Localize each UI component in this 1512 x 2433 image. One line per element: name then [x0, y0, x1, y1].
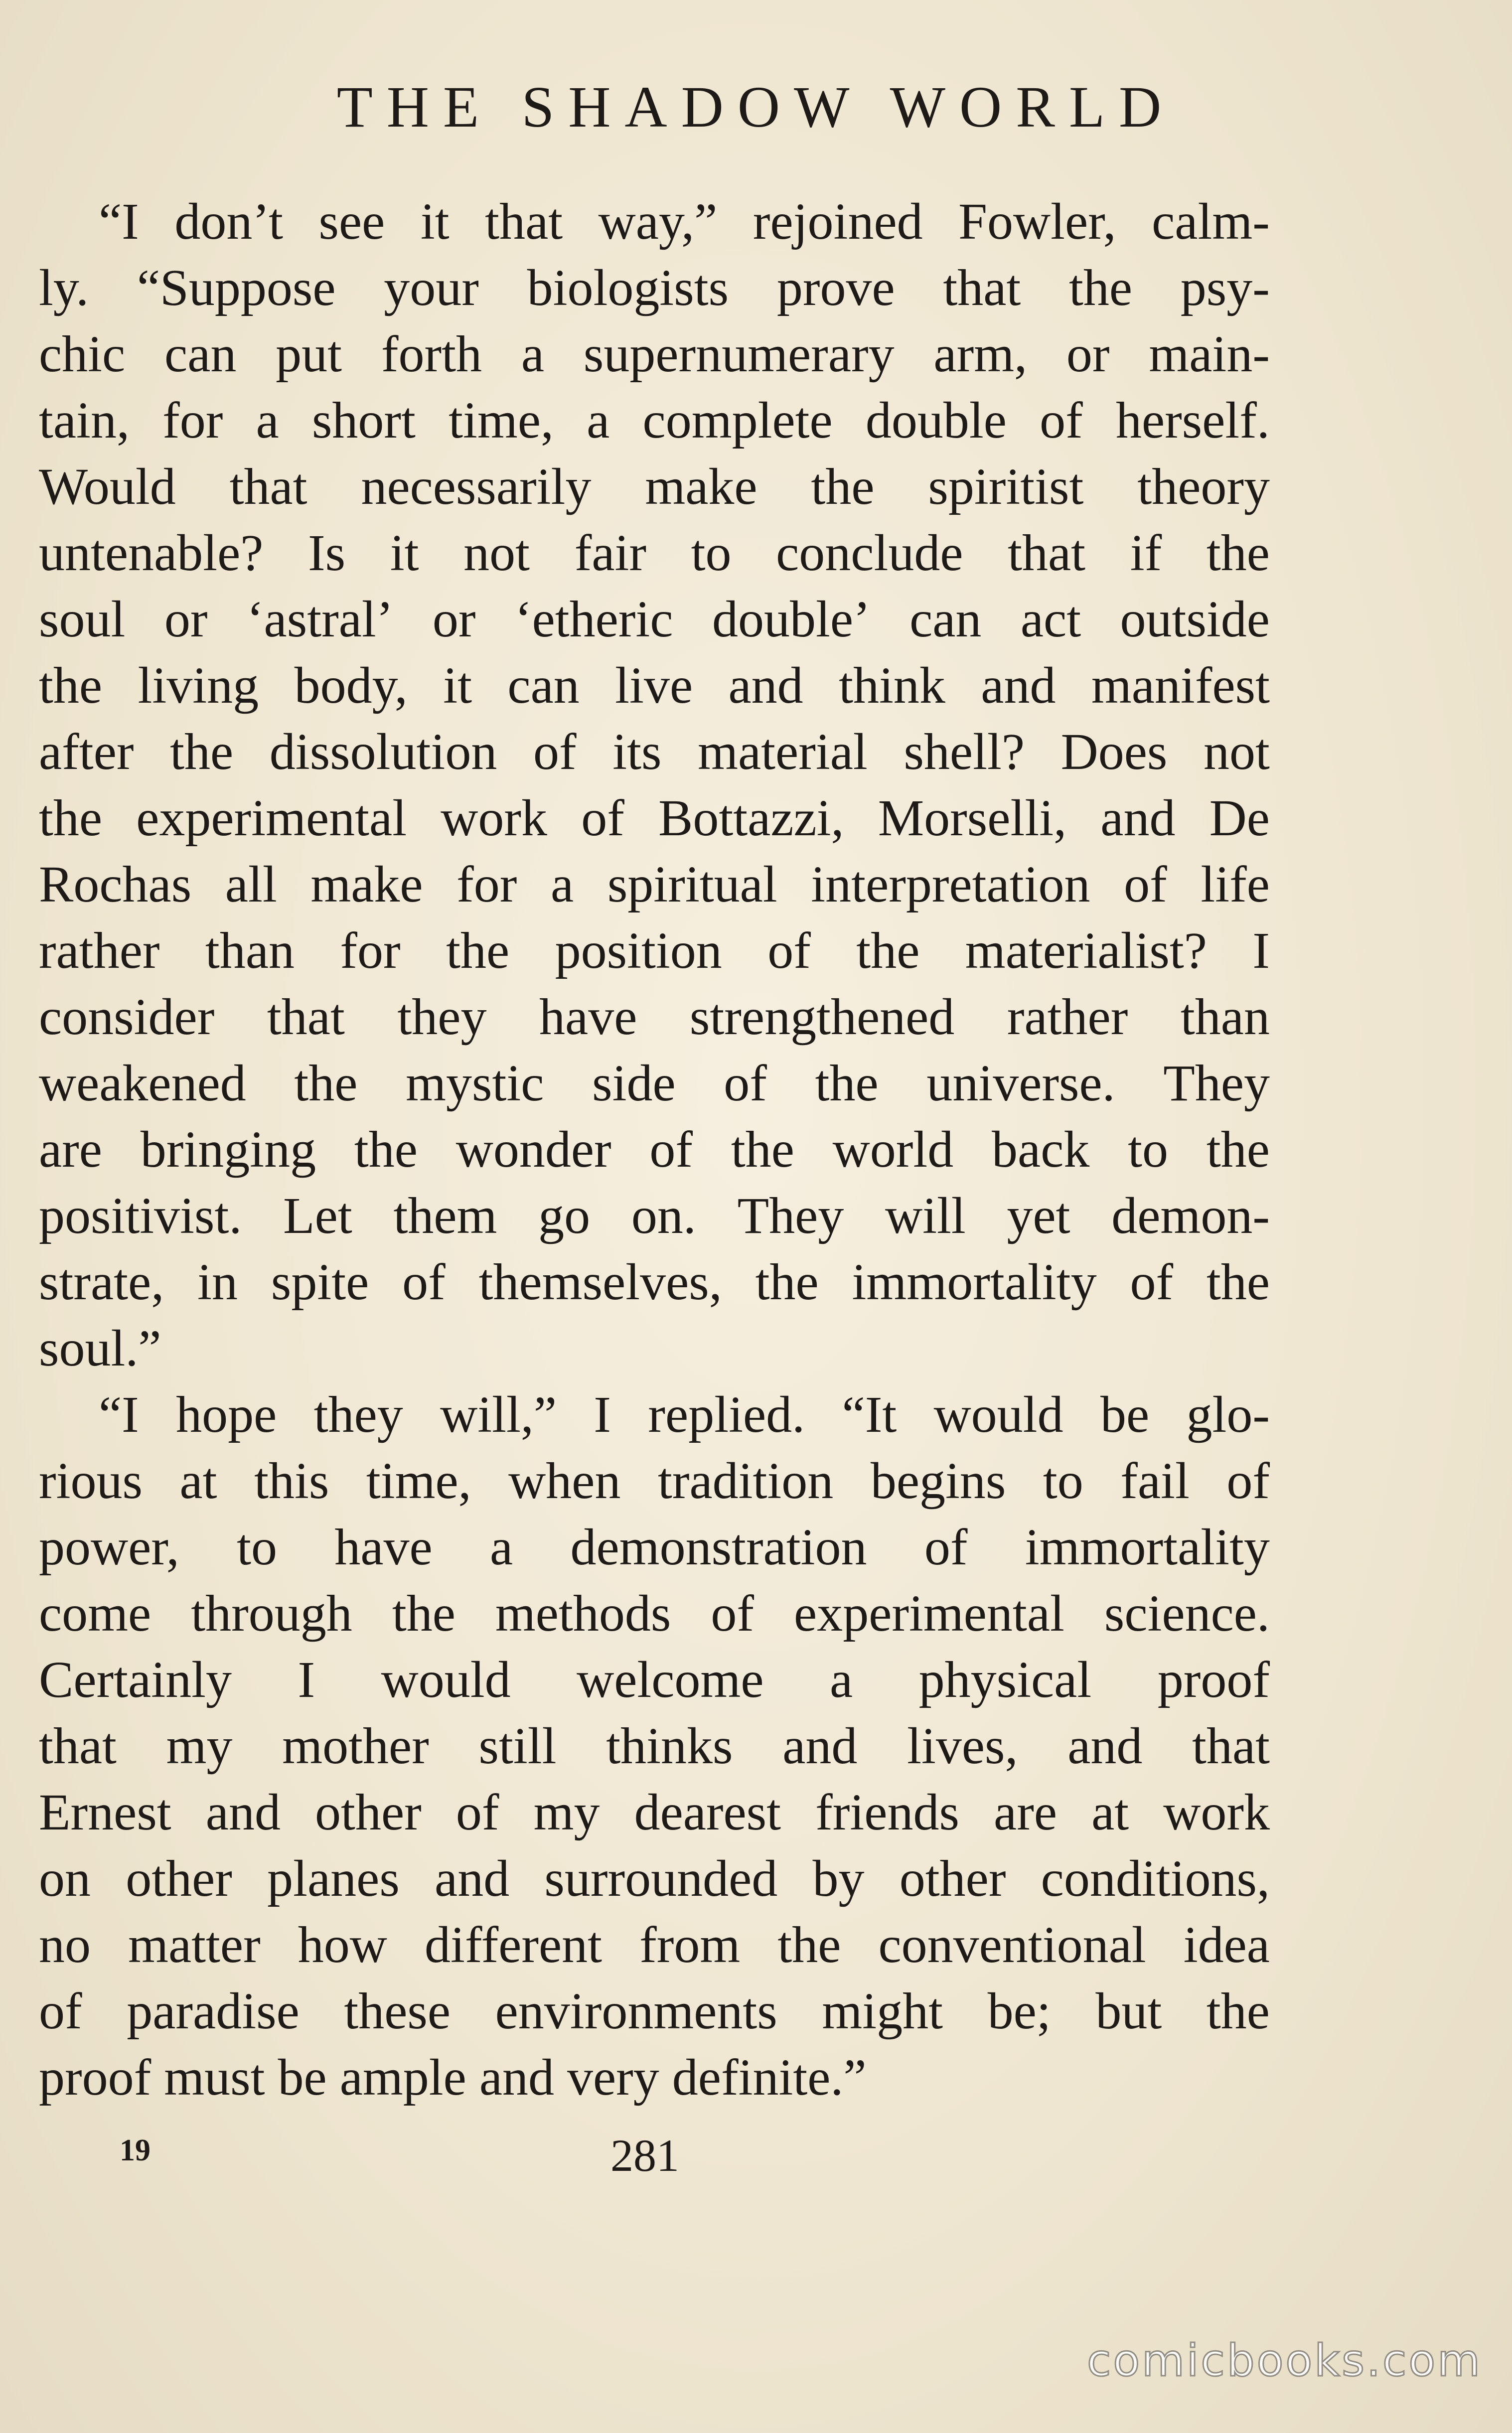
word: biologists: [527, 259, 729, 316]
word: for: [162, 392, 223, 449]
word: of: [1124, 856, 1167, 913]
word: double’: [712, 591, 871, 648]
word: fair: [574, 524, 647, 582]
text-line: [39, 1978, 1270, 2044]
word: a: [551, 856, 574, 913]
word: of: [39, 1982, 82, 2040]
word: of: [1040, 392, 1083, 449]
word: herself.: [1115, 392, 1270, 449]
word: universe.: [926, 1055, 1115, 1112]
word: to: [237, 1519, 277, 1576]
text-line: [39, 454, 1270, 520]
word: no: [39, 1916, 91, 1974]
word: De: [1209, 789, 1270, 847]
text-line: [39, 1381, 1270, 1448]
text-line: [39, 1249, 1270, 1315]
word: on: [39, 1850, 91, 1907]
word: them: [393, 1187, 497, 1244]
word: necessarily: [361, 458, 592, 515]
word: this: [254, 1452, 329, 1510]
word: lives,: [907, 1717, 1018, 1775]
word: strate,: [39, 1253, 164, 1311]
word: go: [538, 1187, 591, 1244]
word: to: [691, 524, 732, 582]
word: the: [1206, 1253, 1270, 1311]
word: a: [587, 392, 610, 449]
word: than: [205, 922, 295, 979]
word: can: [164, 325, 237, 383]
word: double: [865, 392, 1007, 449]
word: my: [533, 1784, 600, 1841]
word: definite.”: [672, 2049, 867, 2106]
word: are: [39, 1121, 102, 1178]
word: be: [278, 2049, 340, 2106]
word: to: [1128, 1121, 1169, 1178]
word: than: [1180, 988, 1270, 1046]
word: life: [1201, 856, 1270, 913]
word: the: [294, 1055, 358, 1112]
word: at: [179, 1452, 217, 1510]
word: on.: [631, 1187, 696, 1244]
word: soul: [39, 591, 126, 648]
word: a: [521, 325, 545, 383]
word: way,”: [598, 193, 718, 250]
word: demon-: [1111, 1187, 1270, 1244]
word: if: [1130, 524, 1162, 582]
word: of: [1130, 1253, 1174, 1311]
text-line: [39, 984, 1270, 1050]
word: don’t: [174, 193, 283, 250]
text-line: [39, 1448, 1270, 1514]
word: ly.: [39, 259, 89, 316]
word: living: [138, 657, 259, 714]
word: conclude: [776, 524, 963, 582]
word: material: [698, 723, 868, 780]
text-line: [39, 1315, 1270, 1381]
word: physical: [918, 1651, 1092, 1708]
word: time,: [366, 1452, 471, 1510]
word: interpretation: [811, 856, 1090, 913]
word: rious: [39, 1452, 143, 1510]
word: Is: [308, 524, 346, 582]
word: a: [829, 1651, 853, 1708]
word: fail: [1120, 1452, 1190, 1510]
word: They: [737, 1187, 844, 1244]
signature-mark: 19: [120, 2133, 151, 2167]
word: experimental: [136, 789, 407, 847]
word: and: [981, 657, 1056, 714]
word: science.: [1104, 1585, 1270, 1642]
word: that: [39, 1717, 117, 1775]
word: make: [310, 856, 423, 913]
word: it: [420, 193, 450, 250]
word: the: [170, 723, 234, 780]
word: all: [225, 856, 277, 913]
word: not: [463, 524, 530, 582]
word: or: [1066, 325, 1110, 383]
word: and: [1067, 1717, 1143, 1775]
word: they: [313, 1386, 403, 1443]
word: and: [728, 657, 803, 714]
text-line: [39, 321, 1270, 387]
word: shell?: [904, 723, 1025, 780]
word: dissolution: [269, 723, 497, 780]
word: are: [994, 1784, 1057, 1841]
word: methods: [495, 1585, 671, 1642]
word: mother: [282, 1717, 429, 1775]
text-line: [39, 1713, 1270, 1779]
word: conditions,: [1041, 1850, 1270, 1907]
word: or: [432, 591, 476, 648]
word: must: [164, 2049, 278, 2106]
word: outside: [1120, 591, 1270, 648]
word: calm-: [1152, 193, 1270, 250]
word: paradise: [127, 1982, 300, 2040]
word: matter: [128, 1916, 261, 1974]
word: have: [539, 988, 637, 1046]
word: that: [229, 458, 307, 515]
word: not: [1204, 723, 1270, 780]
word: surrounded: [544, 1850, 778, 1907]
word: I: [1252, 922, 1270, 979]
page-number: 281: [610, 2130, 679, 2181]
word: the: [1206, 524, 1270, 582]
word: theory: [1137, 458, 1270, 515]
word: main-: [1149, 325, 1270, 383]
text-line: [39, 1845, 1270, 1912]
word: positivist.: [39, 1187, 242, 1244]
word: when: [508, 1452, 621, 1510]
word: rather: [39, 922, 160, 979]
word: the: [354, 1121, 418, 1178]
word: but: [1095, 1982, 1162, 2040]
text-line: [39, 188, 1270, 255]
text-line: [39, 719, 1270, 785]
text-line: [39, 1779, 1270, 1845]
text-line: [39, 255, 1270, 321]
word: rejoined: [753, 193, 923, 250]
word: spiritist: [928, 458, 1084, 515]
word: very: [567, 2049, 672, 2106]
word: it: [390, 524, 419, 582]
word: would: [933, 1386, 1063, 1443]
word: at: [1091, 1784, 1129, 1841]
word: other: [315, 1784, 422, 1841]
word: spite: [271, 1253, 369, 1311]
word: complete: [642, 392, 833, 449]
word: and: [435, 1850, 510, 1907]
word: your: [384, 259, 479, 316]
word: a: [490, 1519, 513, 1576]
word: they: [397, 988, 487, 1046]
text-line: [39, 1514, 1270, 1580]
word: bringing: [140, 1121, 316, 1178]
word: consider: [39, 988, 215, 1046]
word: can: [507, 657, 580, 714]
word: body,: [294, 657, 408, 714]
word: begins: [870, 1452, 1006, 1510]
word: a: [256, 392, 279, 449]
word: “I: [99, 193, 139, 250]
word: replied.: [648, 1386, 805, 1443]
word: soul.”: [39, 1320, 161, 1377]
word: time,: [449, 392, 554, 449]
word: I: [298, 1651, 315, 1708]
word: for: [456, 856, 517, 913]
word: of: [649, 1121, 693, 1178]
word: of: [533, 723, 577, 780]
word: or: [164, 591, 208, 648]
word: the: [755, 1253, 819, 1311]
word: hope: [176, 1386, 277, 1443]
word: dearest: [634, 1784, 781, 1841]
word: that: [943, 259, 1021, 316]
word: immortality: [852, 1253, 1097, 1311]
word: short: [311, 392, 416, 449]
word: in: [197, 1253, 238, 1311]
word: still: [478, 1717, 557, 1775]
word: untenable?: [39, 524, 264, 582]
word: back: [992, 1121, 1090, 1178]
word: mystic: [406, 1055, 544, 1112]
word: Bottazzi,: [658, 789, 844, 847]
word: work: [441, 789, 548, 847]
word: be;: [987, 1982, 1051, 2040]
word: the: [446, 922, 510, 979]
text-line: [39, 785, 1270, 851]
word: that: [267, 988, 345, 1046]
word: the: [811, 458, 875, 515]
word: live: [615, 657, 693, 714]
word: prove: [776, 259, 895, 316]
word: demonstration: [570, 1519, 867, 1576]
text-line: [39, 1647, 1270, 1713]
text-line: [39, 1183, 1270, 1249]
text-line: [39, 1050, 1270, 1116]
word: it: [443, 657, 472, 714]
word: welcome: [577, 1651, 764, 1708]
word: after: [39, 723, 134, 780]
word: the: [39, 789, 103, 847]
word: and: [782, 1717, 858, 1775]
word: that: [485, 193, 563, 250]
word: and: [479, 2049, 567, 2106]
word: of: [581, 789, 624, 847]
word: Let: [283, 1187, 352, 1244]
word: see: [318, 193, 385, 250]
word: other: [126, 1850, 232, 1907]
word: wonder: [455, 1121, 611, 1178]
word: will: [885, 1187, 966, 1244]
word: the: [777, 1916, 841, 1974]
word: other: [899, 1850, 1006, 1907]
word: act: [1020, 591, 1081, 648]
word: position: [555, 922, 722, 979]
word: Certainly: [39, 1651, 232, 1708]
word: I: [594, 1386, 611, 1443]
word: conventional: [878, 1916, 1146, 1974]
word: Fowler,: [958, 193, 1116, 250]
word: from: [639, 1916, 741, 1974]
text-line: [39, 520, 1270, 586]
word: for: [340, 922, 401, 979]
word: They: [1163, 1055, 1270, 1112]
word: different: [424, 1916, 603, 1974]
word: and: [205, 1784, 281, 1841]
word: themselves,: [478, 1253, 722, 1311]
word: to: [1043, 1452, 1083, 1510]
word: spiritual: [607, 856, 777, 913]
word: might: [822, 1982, 943, 2040]
word: “Suppose: [137, 259, 336, 316]
word: of: [724, 1055, 767, 1112]
text-line: [39, 1580, 1270, 1647]
text-line: [39, 387, 1270, 454]
word: have: [334, 1519, 433, 1576]
word: the: [1206, 1121, 1270, 1178]
word: ‘astral’: [246, 591, 394, 648]
word: the: [815, 1055, 879, 1112]
word: weakened: [39, 1055, 246, 1112]
word: that: [1008, 524, 1086, 582]
word: and: [1100, 789, 1176, 847]
word: how: [298, 1916, 387, 1974]
word: by: [812, 1850, 865, 1907]
text-line: [39, 917, 1270, 984]
body-text: [39, 188, 1270, 2111]
word: strengthened: [689, 988, 955, 1046]
word: “I: [99, 1386, 139, 1443]
word: be: [1100, 1386, 1150, 1443]
word: will,”: [440, 1386, 557, 1443]
word: Would: [39, 458, 176, 515]
word: Rochas: [39, 856, 192, 913]
word: the: [1069, 259, 1133, 316]
word: that: [1192, 1717, 1270, 1775]
word: chic: [39, 325, 126, 383]
word: my: [166, 1717, 233, 1775]
running-head: THE SHADOW WORLD: [336, 74, 1176, 140]
word: think: [839, 657, 945, 714]
word: “It: [842, 1386, 897, 1443]
watermark: comicbooks.com: [1086, 2335, 1482, 2386]
word: friends: [815, 1784, 959, 1841]
word: arm,: [933, 325, 1028, 383]
word: environments: [495, 1982, 777, 2040]
word: its: [612, 723, 662, 780]
word: the: [392, 1585, 455, 1642]
word: come: [39, 1585, 151, 1642]
word: of: [767, 922, 811, 979]
word: of: [402, 1253, 446, 1311]
word: tradition: [657, 1452, 834, 1510]
word: can: [909, 591, 982, 648]
word: Morselli,: [878, 789, 1067, 847]
word: of: [1226, 1452, 1270, 1510]
text-line: [39, 586, 1270, 652]
word: proof: [1157, 1651, 1270, 1708]
word: the: [856, 922, 920, 979]
word: power,: [39, 1519, 179, 1576]
word: materialist?: [965, 922, 1207, 979]
word: side: [592, 1055, 676, 1112]
word: Ernest: [39, 1784, 171, 1841]
word: proof: [39, 2049, 164, 2106]
word: Does: [1060, 723, 1168, 780]
word: tain,: [39, 392, 130, 449]
text-line: [39, 1912, 1270, 1978]
text-line: [39, 652, 1270, 719]
word: forth: [381, 325, 482, 383]
text-line: [39, 851, 1270, 917]
word: thinks: [606, 1717, 733, 1775]
word: ‘etheric: [514, 591, 673, 648]
word: psy-: [1180, 259, 1270, 316]
word: rather: [1007, 988, 1128, 1046]
word: make: [645, 458, 757, 515]
word: idea: [1183, 1916, 1270, 1974]
word: work: [1163, 1784, 1270, 1841]
word: yet: [1007, 1187, 1070, 1244]
word: ample: [339, 2049, 479, 2106]
word: immortality: [1025, 1519, 1270, 1576]
word: would: [381, 1651, 511, 1708]
word: of: [711, 1585, 754, 1642]
word: manifest: [1091, 657, 1270, 714]
word: planes: [267, 1850, 400, 1907]
word: of: [924, 1519, 968, 1576]
word: the: [1206, 1982, 1270, 2040]
word: of: [455, 1784, 499, 1841]
word: world: [832, 1121, 954, 1178]
word: the: [731, 1121, 794, 1178]
word: glo-: [1186, 1386, 1270, 1443]
word: put: [276, 325, 342, 383]
word: through: [191, 1585, 352, 1642]
text-line: [39, 1116, 1270, 1183]
word: experimental: [794, 1585, 1064, 1642]
word: supernumerary: [583, 325, 895, 383]
word: the: [39, 657, 103, 714]
text-line: [39, 2044, 1270, 2111]
word: these: [344, 1982, 451, 2040]
